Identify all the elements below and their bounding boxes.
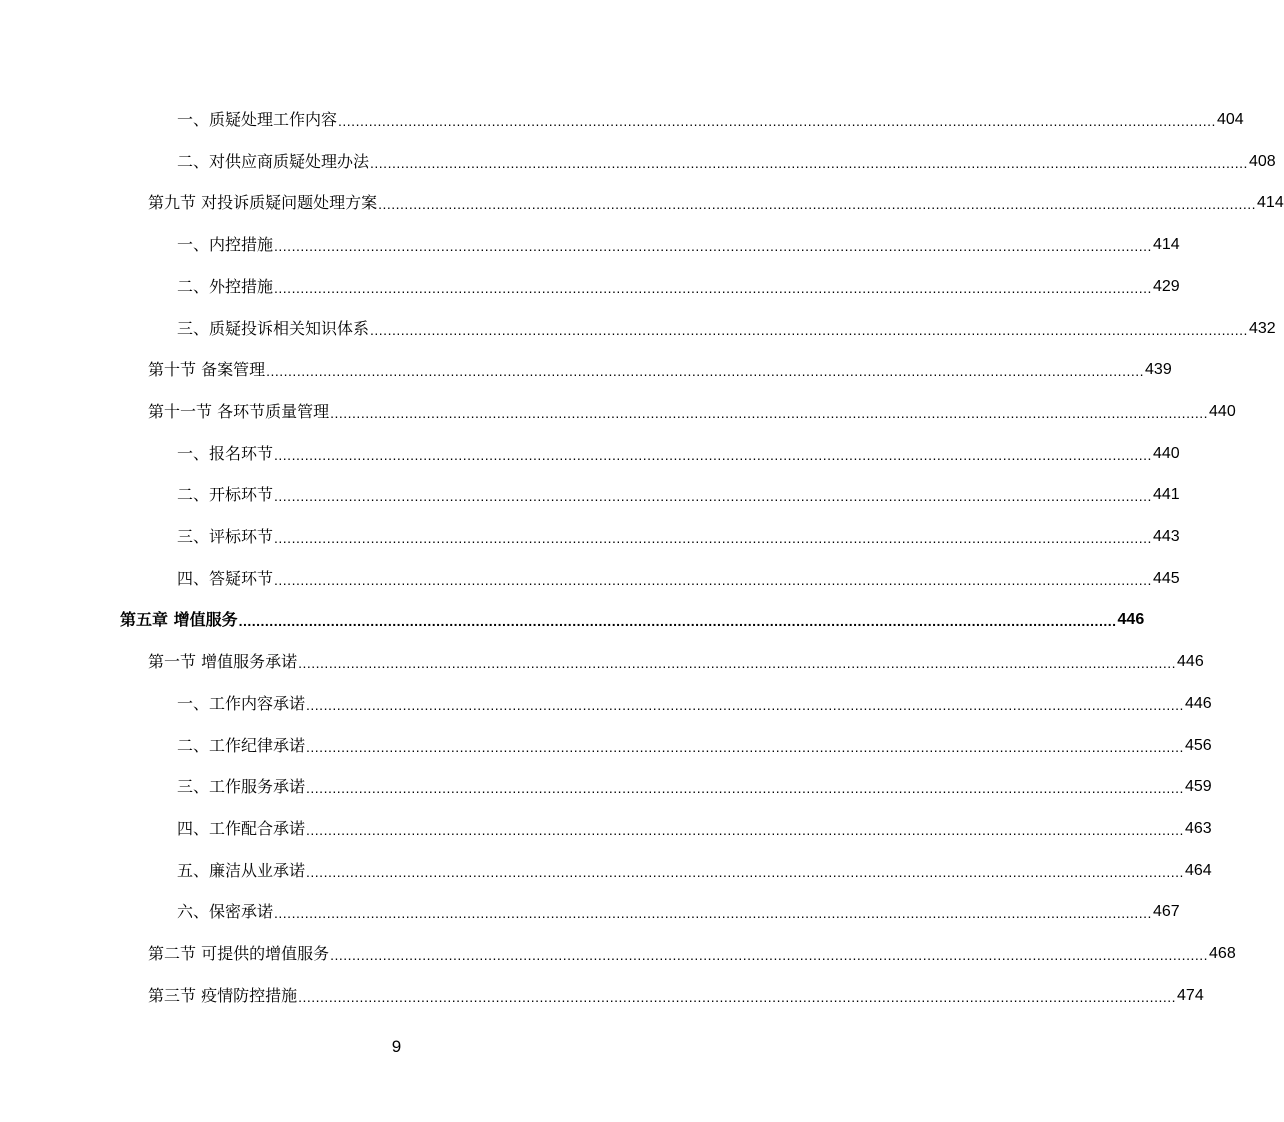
toc-entry-page: 456: [1184, 736, 1212, 754]
toc-entry-page: 429: [1152, 277, 1180, 295]
toc-entry-title: 一、内控措施: [177, 235, 274, 255]
toc-entry-page: 439: [1145, 361, 1172, 379]
toc-dot-leader: ........................................................................................................................................................................................................: [306, 863, 1184, 880]
toc-dot-leader: ........................................................................................................................................................................................................: [274, 279, 1152, 296]
toc-entry-page: 445: [1152, 569, 1180, 587]
toc-entry-page: 404: [1216, 111, 1244, 128]
toc-dot-leader: ........................................................................................................................................................................................................: [274, 488, 1152, 505]
toc-entry-title: 第三节 疫情防控措施: [148, 985, 298, 1005]
toc-entry[interactable]: [177, 271, 1180, 297]
toc-entry-page: 446: [1177, 653, 1204, 671]
toc-entry[interactable]: [148, 938, 1236, 964]
toc-entry-title: 第二节 可提供的增值服务: [148, 944, 330, 963]
toc-entry-page: 474: [1177, 986, 1204, 1004]
toc-entry[interactable]: [148, 396, 1236, 422]
toc-entry-title: 二、工作纪律承诺: [177, 735, 306, 755]
toc-entry[interactable]: [148, 187, 1284, 213]
toc-dot-leader: ........................................................................................................................................................................................................: [370, 321, 1248, 338]
toc-entry-title: 三、工作服务承诺: [177, 777, 306, 797]
toc-entry[interactable]: [177, 479, 1180, 505]
toc-entry-page: 446: [1184, 694, 1212, 712]
toc-dot-leader: ........................................................................................................................................................................................................: [378, 196, 1257, 213]
toc-dot-leader: ........................................................................................................................................................................................................: [306, 696, 1184, 713]
toc-dot-leader: ........................................................................................................................................................................................................: [274, 238, 1152, 255]
toc-dot-leader: ........................................................................................................................................................................................................: [370, 154, 1248, 171]
toc-entry-title: 四、工作配合承诺: [177, 818, 306, 838]
toc-dot-leader: ........................................................................................................................................................................................................: [274, 905, 1152, 922]
toc-entry-title: 三、评标环节: [177, 527, 274, 546]
toc-entry[interactable]: [177, 146, 1276, 172]
toc-entry[interactable]: [177, 313, 1276, 339]
toc-entry-title: 第一节 增值服务承诺: [148, 652, 298, 672]
toc-entry-page: 440: [1152, 444, 1180, 462]
toc-entry-page: 440: [1209, 402, 1236, 420]
toc-dot-leader: ........................................................................................................................................................................................................: [274, 571, 1152, 588]
toc-dot-leader: ........................................................................................................................................................................................................: [274, 446, 1152, 463]
toc-entry-title: 第九节 对投诉质疑问题处理方案: [148, 193, 378, 213]
toc-entry-title: 第五章 增值服务: [120, 610, 238, 630]
toc-entry[interactable]: [177, 563, 1180, 589]
toc-entry[interactable]: [177, 521, 1180, 547]
toc-entry-title: 一、工作内容承诺: [177, 693, 306, 713]
toc-entry[interactable]: [177, 229, 1180, 255]
toc-dot-leader: ........................................................................................................................................................................................................: [266, 363, 1145, 380]
toc-entry-title: 二、开标环节: [177, 485, 274, 505]
toc-dot-leader: ........................................................................................................................................................................................................: [338, 113, 1216, 129]
toc-entry-title: 二、对供应商质疑处理办法: [177, 151, 370, 171]
toc-entry-title: 一、报名环节: [177, 443, 274, 463]
toc-entry-page: 432: [1248, 319, 1276, 337]
toc-entry-page: 464: [1184, 861, 1212, 879]
toc-entry-title: 三、质疑投诉相关知识体系: [177, 318, 370, 338]
toc-entry[interactable]: [148, 646, 1204, 672]
toc-entry-page: 446: [1117, 611, 1145, 629]
toc-dot-leader: ........................................................................................................................................................................................................: [306, 780, 1184, 797]
toc-entry[interactable]: [177, 855, 1212, 881]
toc-entry-page: 468: [1209, 945, 1236, 962]
toc-dot-leader: ........................................................................................................................................................................................................: [298, 988, 1177, 1005]
toc-entry-page: 459: [1184, 778, 1212, 796]
toc-entry-title: 第十节 备案管理: [148, 360, 266, 380]
toc-entry-title: 二、外控措施: [177, 276, 274, 296]
toc-entry[interactable]: [148, 980, 1204, 1006]
toc-entry-title: 一、质疑处理工作内容: [177, 110, 338, 129]
toc-entry[interactable]: [177, 688, 1212, 714]
toc-entry[interactable]: [177, 730, 1212, 756]
page-number: 9: [391, 1037, 402, 1056]
toc-entry-page: 414: [1152, 236, 1180, 254]
toc-entry-page: 408: [1248, 152, 1276, 170]
toc-dot-leader: ........................................................................................................................................................................................................: [306, 738, 1184, 755]
toc-dot-leader: ........................................................................................................................................................................................................: [298, 655, 1177, 672]
toc-entry-page: 467: [1152, 903, 1180, 921]
toc-dot-leader: ........................................................................................................................................................................................................: [330, 404, 1209, 421]
toc-entry[interactable]: [177, 771, 1212, 797]
toc-entry[interactable]: [177, 104, 1244, 130]
toc-entry[interactable]: [148, 354, 1172, 380]
toc-entry-title: 六、保密承诺: [177, 902, 274, 922]
toc-entry-page: 441: [1152, 486, 1180, 504]
toc-dot-leader: ........................................................................................................................................................................................................: [274, 530, 1152, 546]
toc-entry-title: 五、廉洁从业承诺: [177, 860, 306, 880]
toc-entry[interactable]: [177, 813, 1212, 839]
toc-entry[interactable]: [120, 604, 1145, 630]
toc-dot-leader: ........................................................................................................................................................................................................: [330, 947, 1209, 963]
toc-entry-title: 四、答疑环节: [177, 568, 274, 588]
toc-entry[interactable]: [177, 438, 1180, 464]
toc-entry-page: 463: [1184, 819, 1212, 837]
toc-dot-leader: ........................................................................................................................................................................................................: [238, 613, 1117, 630]
toc-entry[interactable]: [177, 896, 1180, 922]
toc-entry-title: 第十一节 各环节质量管理: [148, 401, 330, 421]
toc-entry-page: 414: [1257, 194, 1284, 212]
toc-dot-leader: ........................................................................................................................................................................................................: [306, 821, 1184, 838]
toc-entry-page: 443: [1152, 528, 1180, 545]
